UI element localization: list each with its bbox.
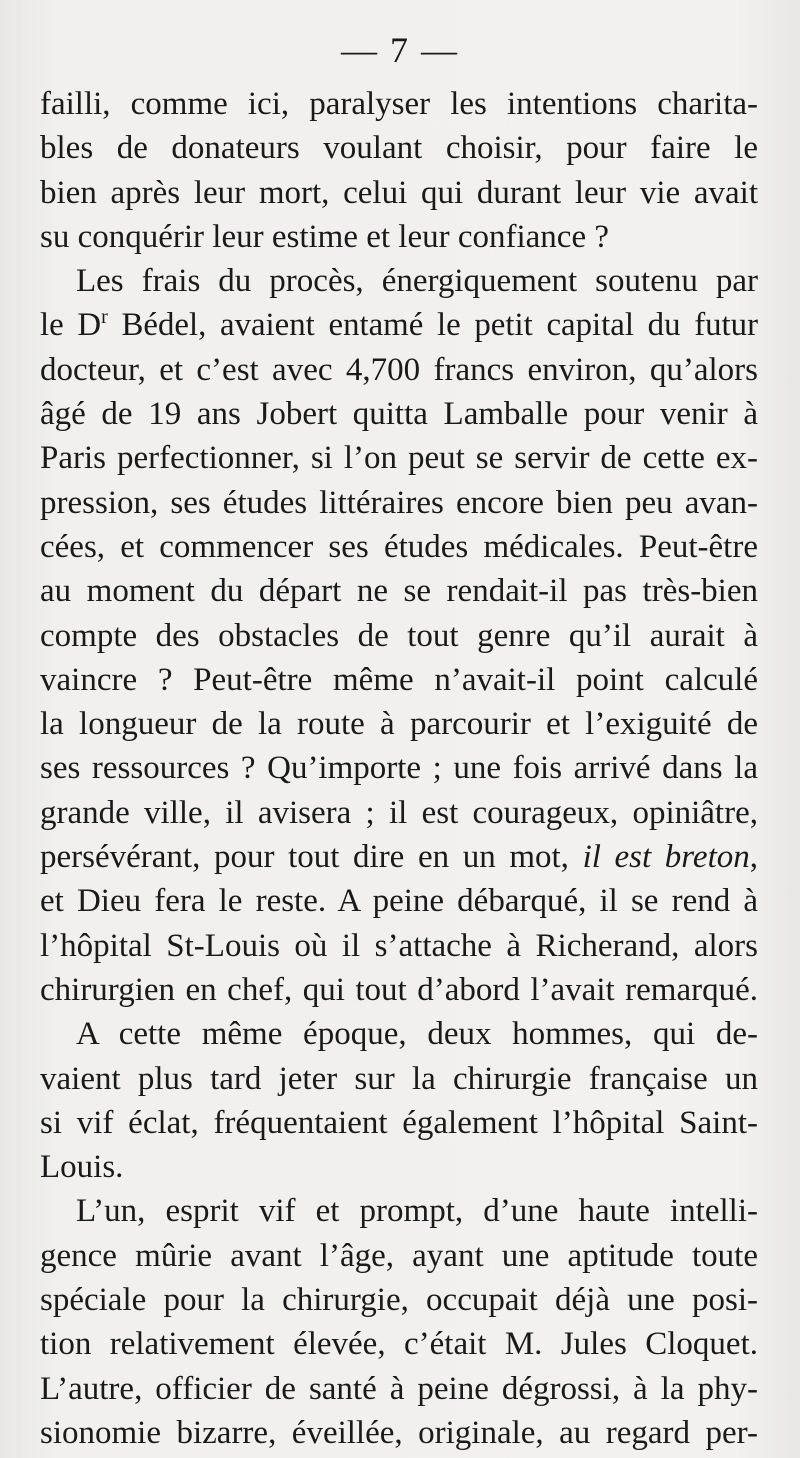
text-line: la longueur de la route à parcourir et l’exiguité de [40,706,758,743]
text-line: spéciale pour la chirurgie, occupait déjà une posi- [40,1282,758,1319]
text-line: grande ville, il avisera ; il est courageux, opiniâtre, [40,794,758,831]
text-segment: Bédel, avaient entamé le petit capital du futur [107,307,758,344]
text-line: su conquérir leur estime et leur confiance ? [40,218,609,255]
text-line: Les frais du procès, énergiquement soutenu par [76,263,758,300]
text-line: pression, ses études littéraires encore bien peu avan- [40,484,758,521]
superscript: r [101,306,108,329]
body-text [40,82,758,1455]
text-line: docteur, et c’est avec 4,700 francs environ, qu’alors [40,351,758,388]
text-line: l’hôpital St-Louis où il s’attache à Richerand, alors [40,927,758,964]
italic-phrase: il est breton [582,839,750,876]
text-line: et Dieu fera le reste. A peine débarqué, il se rend à [40,883,758,920]
text-line: bles de donateurs voulant choisir, pour faire le [40,130,758,167]
text-line: ses ressources ? Qu’importe ; une fois arrivé dans la [40,750,758,787]
text-line: cées, et commencer ses études médicales. Peut-être [40,528,758,565]
page-number: — 7 — [341,30,459,70]
text-line: L’un, esprit vif et prompt, d’une haute intelli- [76,1193,758,1230]
text-line [40,835,758,879]
text-line: A cette même époque, deux hommes, qui de- [76,1016,758,1053]
text-line: sionomie bizarre, éveillée, originale, au regard per- [40,1414,758,1451]
text-line: vaincre ? Peut-être même n’avait-il point calculé [40,661,758,698]
text-line: Paris perfectionner, si l’on peut se servir de cette ex- [40,440,758,477]
text-line: bien après leur mort, celui qui durant leur vie avait [40,174,758,211]
text-segment: , [749,839,758,876]
text-line: chirurgien en chef, qui tout d’abord l’avait remarqué. [40,971,758,1008]
text-line: tion relativement élevée, c’était M. Jules Cloquet. [40,1326,758,1363]
text-segment: persévérant, pour tout dire en un mot, [40,839,583,876]
text-line: vaient plus tard jeter sur la chirurgie française un [40,1060,758,1097]
text-line: Louis. [40,1149,124,1186]
text-line: failli, comme ici, paralyser les intentions charita- [40,86,758,122]
text-segment: le D [40,307,102,344]
text-line [40,303,758,347]
text-line: L’autre, officier de santé à peine dégrossi, à la phy- [40,1370,758,1407]
text-line: âgé de 19 ans Jobert quitta Lamballe pour venir à [40,396,758,433]
text-line: compte des obstacles de tout genre qu’il aurait à [40,617,758,654]
text-line: au moment du départ ne se rendait-il pas très-bien [40,573,758,610]
text-line: gence mûrie avant l’âge, ayant une aptitude toute [40,1237,758,1274]
text-line: si vif éclat, fréquentaient également l’hôpital Saint- [40,1104,758,1141]
